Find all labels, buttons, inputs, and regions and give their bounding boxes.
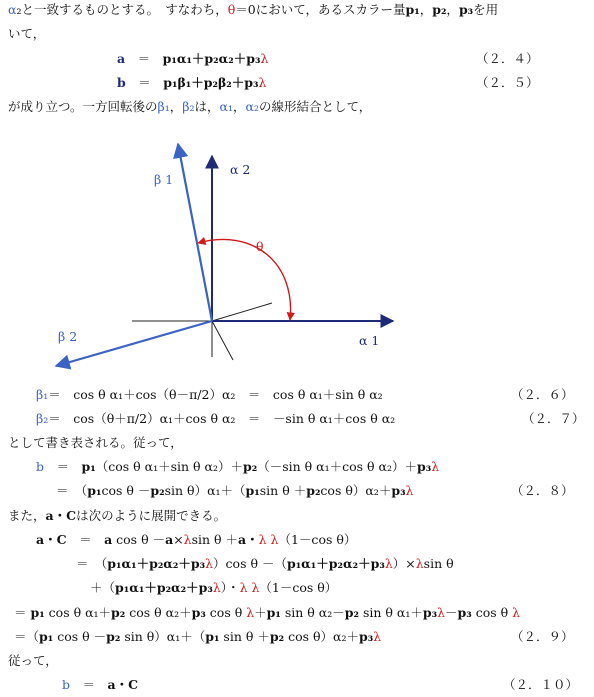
text-segment: （1－cos θ） <box>278 532 357 547</box>
equation-beta2 <box>36 411 395 427</box>
text-segment: p₁ <box>266 605 281 620</box>
text-segment: ）・ <box>220 580 240 595</box>
text-segment: λ <box>205 556 214 571</box>
text-segment: a <box>165 532 174 547</box>
text-segment: sin θ α₁＋ <box>358 605 423 620</box>
equation-number: （２．５） <box>476 75 539 90</box>
text-segment: λ <box>260 51 269 66</box>
text-segment: ＝ <box>125 75 164 90</box>
text-segment: ， <box>169 99 183 114</box>
text-segment: b <box>36 459 45 474</box>
text-segment: sin θ ＋ <box>219 629 270 644</box>
equation-b-expand-2 <box>56 483 413 499</box>
text-segment: λ <box>373 629 382 644</box>
text-segment: p₂ <box>150 483 165 498</box>
text-segment: cos θ α₁＋ <box>44 605 112 620</box>
text-segment: － <box>445 605 458 620</box>
text-segment: として書き表される。従って， <box>8 435 183 450</box>
beta2-label: β 2 <box>58 329 78 344</box>
text-line-also <box>8 508 226 524</box>
text-segment: λ <box>512 605 521 620</box>
text-segment: p₃ <box>358 629 374 644</box>
text-segment: ＝ cos θ α₁＋cos（θ－π/2）α₂ ＝ cos θ α₁＋sin θ α₂ <box>48 387 383 402</box>
alpha2-label: α 2 <box>230 162 251 177</box>
text-segment: β₂ <box>182 99 195 114</box>
text-segment: α₂ <box>245 99 259 114</box>
equation-aC-1 <box>36 532 356 548</box>
text-segment: が成り立つ。一方回転後の <box>8 99 158 114</box>
text-segment: a <box>104 532 113 547</box>
text-segment: p₂ <box>432 2 447 17</box>
text-segment: p₁ <box>87 483 102 498</box>
text-segment: p₁β₁＋p₂β₂＋p₃ <box>163 75 259 90</box>
text-segment: ＝ （ <box>56 483 88 498</box>
text-segment: ）cos θ －（ <box>213 556 287 571</box>
text-segment: p₁α₁＋p₂α₂＋p₃ <box>162 51 261 66</box>
text-segment: ＝ <box>70 677 108 692</box>
text-segment: sin θ）α₁＋（ <box>164 483 246 498</box>
text-segment: ＝ cos（θ＋π/2）α₁＋cos θ α₂ ＝ －sin θ α₁＋cos θ α₂ <box>48 411 396 426</box>
text-segment: を用 <box>473 2 499 17</box>
text-segment: λ λ <box>239 580 260 595</box>
text-segment: sin θ ＋ <box>259 483 307 498</box>
text-segment: p₃ <box>191 605 206 620</box>
text-segment: λ <box>405 483 414 498</box>
text-segment: p₁α₁＋p₂α₂＋p₃ <box>107 556 206 571</box>
text-segment: また， <box>8 508 46 523</box>
text-segment: ， <box>233 99 246 114</box>
beta1-label: β 1 <box>154 172 174 187</box>
text-segment: β₂ <box>36 411 49 426</box>
text-segment: p₁α₁＋p₂α₂＋p₃ <box>115 580 213 595</box>
text-segment: p₁ <box>405 2 420 17</box>
text-segment: θ <box>227 2 236 17</box>
text-segment: a・C <box>36 532 67 547</box>
equation-b-expand-1 <box>36 459 439 475</box>
text-segment: cos θ － <box>112 532 166 547</box>
text-segment: p₂ <box>106 629 121 644</box>
text-segment: λ <box>415 556 424 571</box>
equation-aC-4 <box>14 605 520 621</box>
equation-number: （２．８） <box>511 483 574 498</box>
text-segment: ＝0において，あるスカラー量 <box>235 2 406 17</box>
text-segment: ， <box>419 2 433 17</box>
text-segment: p₂ <box>306 483 321 498</box>
equation-number: （２．９） <box>511 629 574 644</box>
text-segment: は， <box>194 99 220 114</box>
text-segment: cos θ <box>471 605 513 620</box>
text-segment: ₂と一致するものとする。 すなわち， <box>16 2 228 17</box>
text-segment: p₁α₁＋p₂α₂＋p₃ <box>286 556 385 571</box>
text-segment: は次のように展開できる。 <box>76 508 227 523</box>
text-segment: sin θ <box>423 556 454 571</box>
text-segment: ＋（ <box>90 580 116 595</box>
text-segment: p₁ <box>39 629 54 644</box>
text-segment: ＝（ <box>14 629 40 644</box>
text-segment: sin θ α₂－ <box>280 605 345 620</box>
text-segment: cos θ α₂＋ <box>125 605 192 620</box>
text-segment: β₁ <box>157 99 170 114</box>
text-segment: α₁ <box>219 99 233 114</box>
text-segment: p₁ <box>81 459 96 474</box>
text-segment: （1－cos θ） <box>259 580 338 595</box>
text-segment: ＝ <box>14 605 31 620</box>
text-segment: sin θ）α₁＋（ <box>120 629 206 644</box>
equation-number: （２．４） <box>476 51 539 66</box>
theta-label: θ <box>256 239 264 254</box>
text-segment: 従って， <box>8 653 58 668</box>
text-segment: a・C <box>45 508 77 523</box>
text-segment: b <box>62 677 71 692</box>
text-segment: cos θ － <box>101 483 151 498</box>
text-segment: β₁ <box>36 387 49 402</box>
equation-number: （２．７） <box>522 411 585 426</box>
text-segment: λ <box>246 605 255 620</box>
text-segment: p₂ <box>344 605 359 620</box>
text-segment: p₂ <box>269 629 285 644</box>
text-segment: λ λ <box>258 532 279 547</box>
text-segment: b <box>117 75 126 90</box>
alpha1-label: α 1 <box>359 333 380 348</box>
text-segment: p₂ <box>243 459 258 474</box>
text-segment: p₃ <box>417 459 432 474</box>
text-segment: cos θ）α₂＋ <box>284 629 359 644</box>
text-segment: a・ <box>238 532 259 547</box>
equation-number: （２．６） <box>511 387 574 402</box>
text-line-therefore <box>8 653 58 669</box>
text-segment: cos θ <box>205 605 247 620</box>
text-segment: ＋ <box>254 605 267 620</box>
text-segment: ）× <box>392 556 416 571</box>
text-segment: p₃ <box>457 605 472 620</box>
text-segment: ＝ <box>44 459 82 474</box>
text-segment: p₃ <box>458 2 474 17</box>
text-segment: sin θ ＋ <box>191 532 239 547</box>
text-segment: λ <box>384 556 393 571</box>
beta1-vector <box>178 144 212 321</box>
text-segment: cos θ）α₂＋ <box>320 483 392 498</box>
text-segment: ＝ （ <box>76 556 108 571</box>
text-segment: p₃ <box>391 483 406 498</box>
text-segment: の線形結合として， <box>258 99 372 114</box>
text-segment: a <box>117 51 126 66</box>
text-segment: いて， <box>8 26 46 41</box>
text-segment: cos θ － <box>53 629 107 644</box>
text-segment: λ <box>431 459 440 474</box>
text-segment: λ <box>183 532 192 547</box>
text-segment: ， <box>446 2 459 17</box>
text-segment: p₁ <box>245 483 260 498</box>
axis-line-diagonal-down <box>212 321 233 360</box>
equation-aC-3 <box>90 580 337 596</box>
equation-aC-2 <box>76 556 454 572</box>
text-segment: a・C <box>107 677 139 692</box>
text-segment: p₂ <box>111 605 126 620</box>
text-segment: ＝ <box>66 532 105 547</box>
equation-number: （２．１０） <box>503 677 579 692</box>
equation-aC-5 <box>14 629 381 645</box>
equation-beta1 <box>36 387 383 403</box>
text-line-written <box>8 435 183 451</box>
text-segment: （－sin θ α₁＋cos θ α₂）＋ <box>257 459 417 474</box>
beta2-vector <box>56 321 212 366</box>
text-segment: p₃ <box>422 605 438 620</box>
text-segment: p₁ <box>205 629 220 644</box>
axis-line-diagonal-up <box>212 303 272 321</box>
text-segment: λ <box>437 605 446 620</box>
text-segment: × <box>173 532 184 547</box>
text-segment: （cos θ α₁＋sin θ α₂）＋ <box>95 459 244 474</box>
text-segment: α <box>8 2 17 17</box>
text-segment: p₁ <box>30 605 45 620</box>
text-segment: λ <box>212 580 221 595</box>
text-segment: ＝ <box>125 51 163 66</box>
text-segment: λ <box>258 75 267 90</box>
equation-b-final <box>62 677 138 693</box>
